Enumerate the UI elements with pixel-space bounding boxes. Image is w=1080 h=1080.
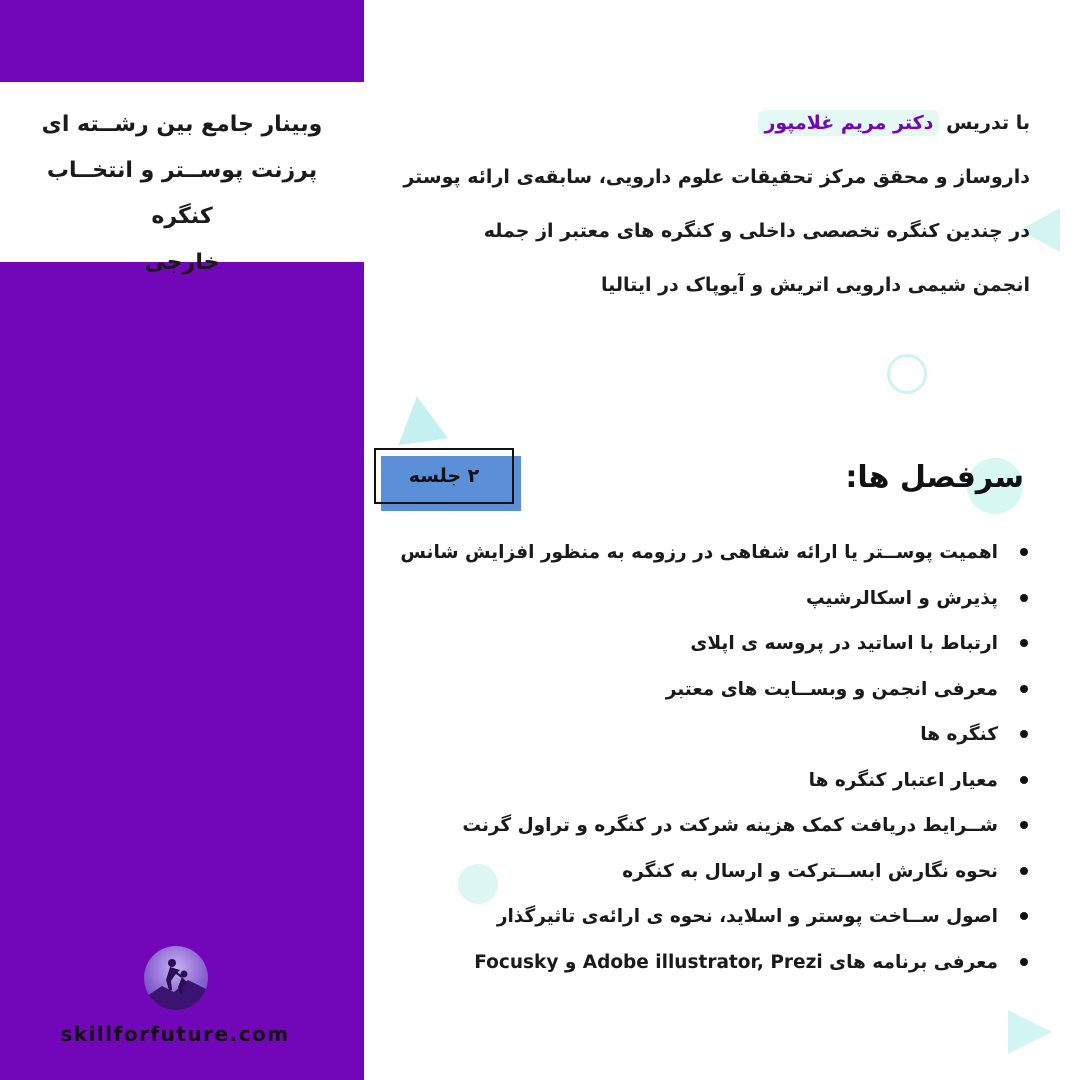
syllabus-list [400, 530, 1028, 985]
decorative-triangle-icon [392, 393, 448, 446]
bullet-icon [1020, 867, 1028, 875]
session-count: ۲ جلسه [408, 465, 480, 487]
instructor-line [390, 96, 1030, 150]
webinar-title-line: خارجی [144, 250, 220, 275]
bullet-icon [1020, 821, 1028, 829]
list-item-text: کنگره ها [920, 724, 998, 745]
webinar-title-line: وبینار جامع بین رشــته ای [41, 112, 323, 137]
intro-line: داروساز و محقق مرکز تحقیقات علوم دارویی، سابقه‌ی ارائه پوستر [403, 166, 1030, 188]
list-item-text: معیار اعتبار کنگره ها [808, 769, 998, 791]
list-item [408, 894, 1028, 940]
session-badge [374, 448, 514, 504]
instructor-prefix: با تدریس [946, 112, 1030, 134]
bullet-icon [1020, 594, 1028, 602]
bullet-icon [1020, 548, 1028, 556]
intro-line: انجمن شیمی دارویی اتریش و آیوپاک در ایتالیا [600, 274, 1030, 296]
list-item-text: نحوه نگارش ابســترکت و ارسال به کنگره [622, 860, 998, 882]
list-item [408, 712, 1028, 758]
list-item-text: اهمیت پوســتر یا ارائه شفاهی در رزومه به منظور افزایش شانس [400, 542, 998, 563]
list-item-text: ارتباط با اساتید در پروسه ی اپلای [690, 633, 998, 654]
list-item-text: معرفی انجمن و وبســایت های معتبر [665, 678, 998, 700]
list-item [400, 530, 1028, 576]
site-url[interactable]: skillforfuture.com [60, 1022, 290, 1046]
list-item [408, 849, 1028, 895]
title-box [0, 82, 364, 275]
bullet-icon [1020, 958, 1028, 966]
list-item [408, 940, 1028, 986]
webinar-title [14, 102, 350, 286]
list-item [408, 758, 1028, 804]
climbers-helping-icon [144, 946, 208, 1010]
list-item-text: شــرایط دریافت کمک هزینه شرکت در کنگره و تراول گرنت [462, 815, 998, 836]
instructor-name: دکتر مریم غلامپور [758, 110, 939, 136]
decorative-triangle-icon [1008, 1010, 1052, 1054]
bullet-icon [1020, 685, 1028, 693]
intro-line: در چندین کنگره تخصصی داخلی و کنگره های معتبر از جمله [483, 220, 1030, 242]
bullet-icon [1020, 639, 1028, 647]
list-item [408, 803, 1028, 849]
syllabus-title: سرفصل ها: [845, 460, 1024, 495]
list-item-text: پذیرش و اسکالرشیپ [805, 587, 998, 609]
bullet-icon [1020, 730, 1028, 738]
bullet-icon [1020, 912, 1028, 920]
instructor-intro [390, 96, 1030, 312]
webinar-title-line: پرزنت پوســتر و انتخــاب کنگره [46, 158, 318, 229]
decorative-ring-icon [887, 354, 927, 394]
list-item [408, 667, 1028, 713]
list-item-text: معرفی برنامه های Adobe illustrator, Prezi و Focusky [474, 951, 998, 973]
list-item [408, 621, 1028, 667]
list-item-text: اصول ســاخت پوستر و اسلاید، نحوه ی ارائه‌ی تاثیرگذار [496, 906, 998, 927]
list-item [408, 576, 1028, 622]
bullet-icon [1020, 776, 1028, 784]
